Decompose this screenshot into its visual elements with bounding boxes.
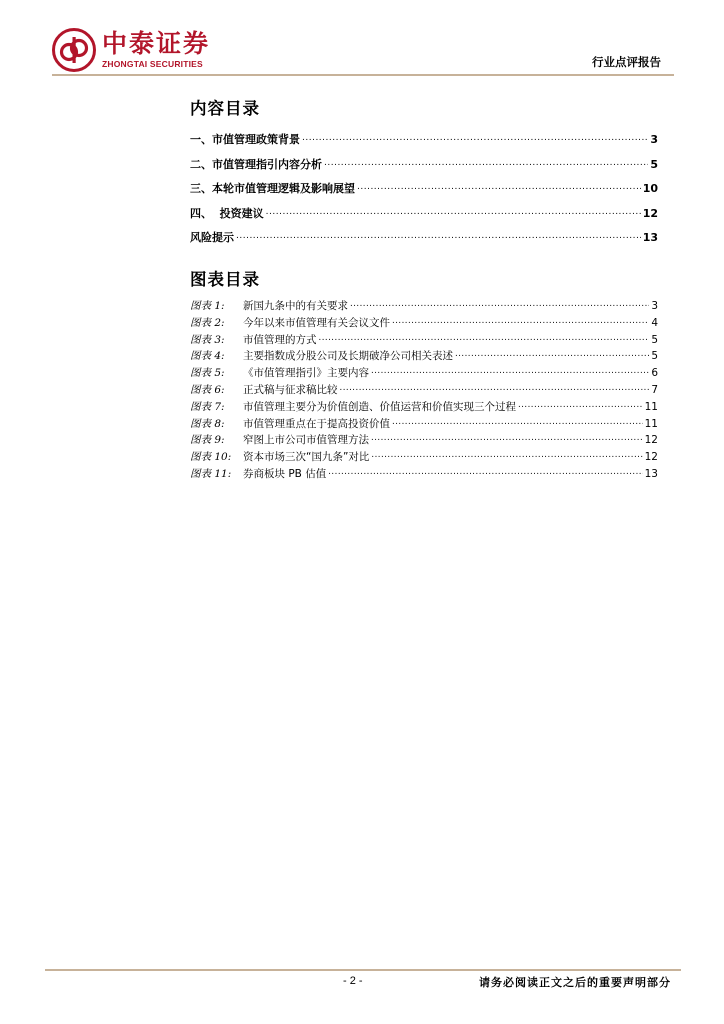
dot-leader <box>518 399 643 410</box>
chart-entry-page: 3 <box>651 300 658 312</box>
dot-leader <box>319 332 650 343</box>
dot-leader <box>350 299 649 310</box>
chart-entry-label: 主要指数成分股公司及长期破净公司相关表述 <box>243 350 453 363</box>
chart-entry[interactable] <box>190 365 658 382</box>
dot-leader <box>236 230 641 241</box>
dot-leader <box>455 349 649 360</box>
chart-entry[interactable] <box>190 466 658 483</box>
logo-english-name: ZHONGTAI SECURITIES <box>102 59 203 69</box>
chart-entry-number: 图表 8: <box>190 417 225 430</box>
chart-entry-page: 11 <box>644 417 658 430</box>
chart-entry-number: 图表 11: <box>190 467 232 480</box>
contents-entry[interactable] <box>190 131 658 156</box>
chart-entry-label: 正式稿与征求稿比较 <box>243 383 338 396</box>
page-number: - 2 - <box>343 975 363 987</box>
contents-entry-page: 12 <box>642 206 658 220</box>
chart-entry[interactable] <box>190 348 658 365</box>
contents-entry[interactable] <box>190 205 658 230</box>
chart-entry[interactable] <box>190 449 658 466</box>
contents-entry[interactable] <box>190 180 658 205</box>
dot-leader <box>324 157 648 168</box>
report-type-label: 行业点评报告 <box>592 55 661 69</box>
dot-leader <box>328 466 642 477</box>
dot-leader <box>392 416 643 427</box>
charts-title: 图表目录 <box>190 270 260 289</box>
dot-leader <box>371 366 649 377</box>
chart-entry-label: 《市值管理指引》主要内容 <box>243 367 369 380</box>
chart-entry-number: 图表 5: <box>190 367 225 380</box>
contents-entry-page: 3 <box>650 133 658 146</box>
chart-entry-page: 12 <box>644 451 658 464</box>
logo-mark-icon <box>52 28 96 72</box>
contents-title: 内容目录 <box>190 99 260 118</box>
contents-entry[interactable] <box>190 156 658 181</box>
dot-leader <box>266 206 641 217</box>
chart-entry-number: 图表 3: <box>190 333 225 346</box>
contents-entry-page: 10 <box>642 182 658 195</box>
chart-entry-label: 市值管理重点在于提高投资价值 <box>243 417 390 430</box>
chart-entry[interactable] <box>190 315 658 332</box>
chart-entry-label: 今年以来市值管理有关会议文件 <box>243 316 390 329</box>
chart-entry[interactable] <box>190 416 658 433</box>
dot-leader <box>371 450 642 461</box>
chart-entry-page: 7 <box>651 383 658 396</box>
page-header <box>0 0 724 80</box>
contents-list <box>190 131 658 254</box>
contents-entry-page: 13 <box>642 231 658 244</box>
dot-leader <box>302 132 648 143</box>
contents-entry-label: 风险提示 <box>190 231 234 244</box>
chart-entry-page: 4 <box>651 316 658 329</box>
chart-entry[interactable] <box>190 399 658 416</box>
dot-leader <box>340 382 650 393</box>
contents-entry-label: 四、 投资建议 <box>190 206 264 220</box>
contents-entry[interactable] <box>190 229 658 254</box>
header-divider <box>52 74 674 76</box>
contents-entry-label: 三、本轮市值管理逻辑及影响展望 <box>190 182 355 195</box>
chart-entry-number: 图表 7: <box>190 400 225 413</box>
chart-entry-number: 图表 4: <box>190 350 225 363</box>
chart-entry-page: 5 <box>651 350 658 363</box>
contents-entry-label: 一、市值管理政策背景 <box>190 133 300 146</box>
chart-entry-number: 图表 2: <box>190 316 225 329</box>
disclaimer-text: 请务必阅读正文之后的重要声明部分 <box>479 976 671 989</box>
chart-entry-page: 6 <box>651 367 658 380</box>
chart-entry-page: 13 <box>644 467 658 480</box>
chart-entry-label: 市值管理的方式 <box>243 333 317 346</box>
chart-entry-label: 资本市场三次“国九条”对比 <box>243 451 370 464</box>
chart-entry-label: 窄图上市公司市值管理方法 <box>243 434 369 447</box>
dot-leader <box>371 433 643 444</box>
dot-leader <box>357 181 641 192</box>
charts-list <box>190 298 658 483</box>
chart-entry-label: 新国九条中的有关要求 <box>243 300 348 312</box>
company-logo <box>52 28 242 72</box>
dot-leader <box>392 315 649 326</box>
footer-divider <box>45 969 681 971</box>
chart-entry-number: 图表 1: <box>190 300 225 312</box>
chart-entry-label: 市值管理主要分为价值创造、价值运营和价值实现三个过程 <box>243 400 516 413</box>
chart-entry[interactable] <box>190 382 658 399</box>
logo-chinese-name: 中泰证券 <box>102 29 211 58</box>
contents-entry-label: 二、市值管理指引内容分析 <box>190 157 322 171</box>
chart-entry-number: 图表 10: <box>190 451 232 464</box>
chart-entry-number: 图表 9: <box>190 434 225 447</box>
chart-entry[interactable] <box>190 432 658 449</box>
chart-entry-number: 图表 6: <box>190 383 225 396</box>
chart-entry[interactable] <box>190 332 658 349</box>
chart-entry-page: 11 <box>644 400 658 413</box>
chart-entry[interactable] <box>190 298 658 315</box>
chart-entry-page: 12 <box>644 434 658 447</box>
chart-entry-label: 券商板块 PB 估值 <box>243 467 327 480</box>
chart-entry-page: 5 <box>651 333 658 346</box>
contents-entry-page: 5 <box>650 157 658 171</box>
